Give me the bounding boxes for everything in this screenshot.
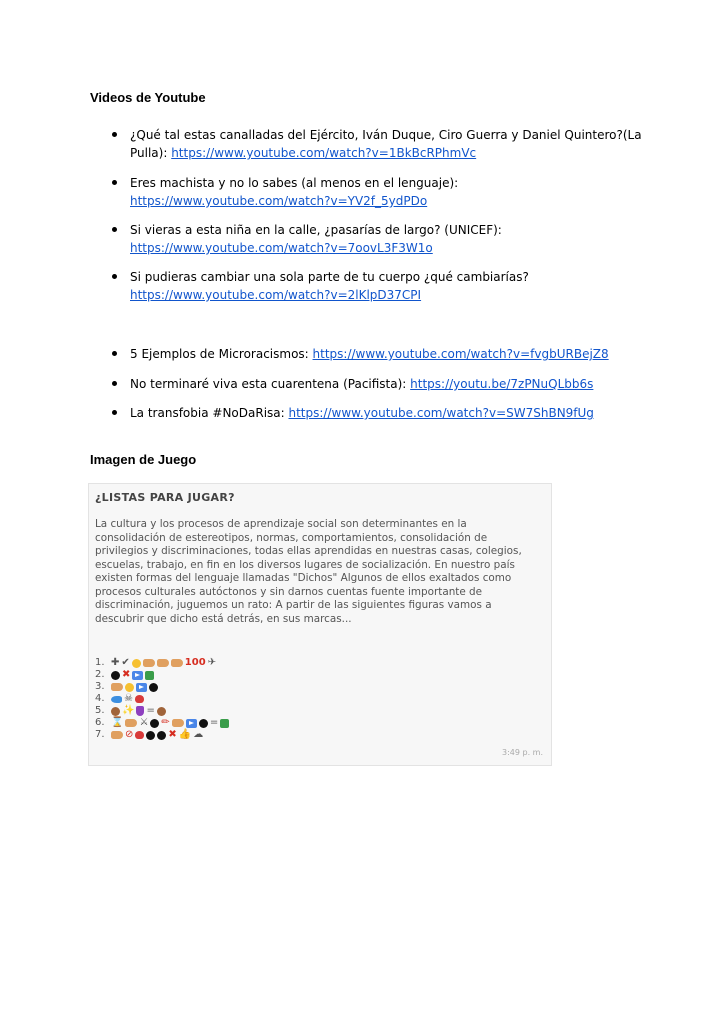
tongue-icon — [135, 731, 144, 739]
black-circle-icon — [199, 719, 208, 728]
face-icon — [125, 683, 134, 692]
black-circle-icon — [111, 671, 120, 680]
pointing-hand-icon — [111, 731, 123, 739]
arrow-right-icon — [136, 683, 147, 692]
video-title: Si vieras a esta niña en la calle, ¿pasarías de largo? (UNICEF): — [130, 223, 502, 237]
videos-heading: Videos de Youtube — [90, 90, 206, 105]
bullet-icon — [112, 410, 117, 415]
puzzle-row: 6. ⌛ ⚔ ✏ = — [95, 717, 231, 729]
bullet-icon — [112, 227, 117, 232]
hundred-icon: 100 — [184, 657, 206, 668]
list-item — [130, 375, 650, 393]
thumbs-up-icon: 👍 — [178, 729, 192, 740]
check-icon: ✔ — [121, 657, 130, 668]
list-item — [130, 268, 650, 304]
monkey-icon — [111, 707, 120, 716]
airplane-icon: ✈ — [207, 657, 217, 668]
pointing-hand-icon — [172, 719, 184, 727]
equals-icon: = — [209, 717, 219, 728]
cross-icon: ✖ — [122, 669, 131, 680]
list-item — [130, 174, 650, 210]
game-body-text: La cultura y los procesos de aprendizaje social son determinantes en la consolidación de estereotipos, normas, comportamientos, consolidación de privilegios y discriminaciones, todas ellas aprendidas en nuestras casas, colegios, escuelas, trabajo, en fin en los diversos lugares de socialización. En nuestro país existen formas del lenguaje llamadas "Dichos" Algunos de ellos exaltados como procesos culturales autóctonos y sin darnos cuentas fuente importante de discriminación, juguemos un rato: A partir de las siguientes figuras vamos a descubrir que dicho está detrás, en sus marcas... — [95, 518, 522, 625]
black-circle-icon — [157, 731, 166, 740]
game-title: ¿LISTAS PARA JUGAR? — [95, 491, 235, 504]
video-title: Eres machista y no lo sabes (al menos en el lenguaje): — [130, 176, 459, 190]
face-icon — [132, 659, 141, 668]
video-title: Si pudieras cambiar una sola parte de tu cuerpo ¿qué cambiarías? — [130, 270, 529, 284]
black-circle-icon — [149, 683, 158, 692]
arrow-right-icon — [186, 719, 197, 728]
raised-hand-icon — [171, 659, 183, 667]
video-link[interactable]: https://www.youtube.com/watch?v=7oovL3F3W1o — [130, 241, 433, 255]
pointing-hand-icon — [125, 719, 137, 727]
plus-icon: ✚ — [111, 657, 120, 668]
equals-icon: = — [146, 705, 155, 716]
list-item — [130, 221, 650, 257]
monkey-icon — [157, 707, 166, 716]
fish-icon — [111, 696, 122, 703]
puzzle-row: 7. ⊘ ✖ 👍 ☁ — [95, 729, 204, 740]
list-item — [130, 126, 650, 162]
puzzle-row: 2. ✖ — [95, 669, 231, 681]
puzzle-row: 1. ✚ ✔ 100 ✈ — [95, 657, 217, 668]
black-circle-icon — [146, 731, 155, 740]
bullet-icon — [112, 180, 117, 185]
game-image — [88, 483, 552, 766]
tent-icon — [220, 719, 229, 728]
crossed-swords-icon: ⚔ — [139, 717, 149, 728]
hourglass-icon: ⌛ — [111, 717, 124, 728]
prohibited-icon: ⊘ — [125, 729, 134, 740]
game-heading: Imagen de Juego — [90, 452, 197, 467]
arrow-right-icon — [132, 671, 143, 680]
puzzle-row: 4. ☠ — [95, 693, 231, 705]
pointing-hand-icon — [111, 683, 123, 691]
video-link[interactable]: https://www.youtube.com/watch?v=fvgbURBejZ8 — [312, 347, 609, 361]
skull-icon: ☠ — [124, 693, 133, 704]
cross-icon: ✖ — [168, 729, 177, 740]
video-link[interactable]: https://youtu.be/7zPNuQLbb6s — [410, 377, 594, 391]
emoji-puzzle-list — [95, 657, 231, 741]
list-item — [130, 404, 650, 422]
bullet-icon — [112, 351, 117, 356]
black-circle-icon — [150, 719, 159, 728]
puzzle-row: 3. — [95, 681, 231, 693]
video-title: La transfobia #NoDaRisa: — [130, 406, 289, 420]
sparkle-icon: ✨ — [122, 705, 135, 716]
puzzle-row: 5. ✨ = — [95, 705, 231, 717]
lips-icon — [135, 695, 144, 703]
bullet-icon — [112, 274, 117, 279]
video-title: ¿Qué tal estas canalladas del Ejército, Iván Duque, Ciro Guerra y Daniel Quintero?(La Pulla): — [130, 128, 642, 160]
shirt-icon — [145, 671, 154, 680]
video-link[interactable]: https://www.youtube.com/watch?v=YV2f_5ydPDo — [130, 194, 428, 208]
pointing-hand-icon — [157, 659, 169, 667]
bullet-icon — [112, 381, 117, 386]
list-item — [130, 345, 650, 363]
pencil-icon: ✏ — [161, 717, 170, 728]
video-title: No terminaré viva esta cuarentena (Pacifista): — [130, 377, 411, 391]
video-link[interactable]: https://www.youtube.com/watch?v=2lKlpD37CPI — [130, 288, 422, 302]
bullet-icon — [112, 132, 117, 137]
dress-icon — [136, 706, 144, 716]
message-timestamp: 3:49 p. m. — [501, 748, 543, 757]
pointing-hand-icon — [143, 659, 155, 667]
video-title: 5 Ejemplos de Microracismos: — [130, 347, 313, 361]
cloud-icon: ☁ — [193, 729, 204, 740]
video-link[interactable]: https://www.youtube.com/watch?v=SW7ShBN9fUg — [288, 406, 594, 420]
video-link[interactable]: https://www.youtube.com/watch?v=1BkBcRPhmVc — [171, 146, 477, 160]
